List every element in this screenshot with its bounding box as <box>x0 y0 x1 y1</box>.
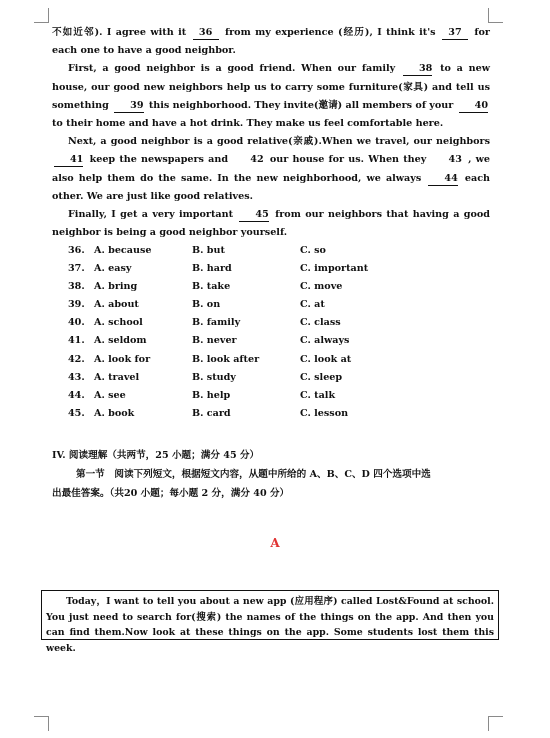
option-c[interactable]: C. class <box>300 317 341 329</box>
text: 不如近邻). I agree with it <box>52 27 187 38</box>
question-number: 39. <box>68 299 85 311</box>
option-row <box>68 405 488 423</box>
option-b[interactable]: B. help <box>192 389 231 401</box>
question-number: 36. <box>68 245 85 256</box>
reading-section <box>52 446 492 503</box>
option-a[interactable]: A. see <box>94 389 126 401</box>
question-number: 40. <box>68 317 85 329</box>
question-number: 41. <box>68 335 85 347</box>
option-a[interactable]: A. travel <box>94 371 140 383</box>
text: to a new house, our good new neighbors help us to carry some furniture(家具) and tell us something <box>52 63 490 111</box>
option-c[interactable]: C. at <box>300 299 325 311</box>
blank-42[interactable]: 42 <box>250 154 264 166</box>
option-b[interactable]: B. card <box>192 407 231 419</box>
option-row <box>68 314 488 332</box>
option-c[interactable]: C. so <box>300 245 326 256</box>
option-a[interactable]: A. look for <box>94 353 151 365</box>
cloze-passage <box>52 24 490 242</box>
text: to their home and have a hot drink. They make us feel comfortable here. <box>52 118 444 130</box>
option-c[interactable]: C. always <box>300 335 350 347</box>
text: First, a good neighbor is a good friend. When our family <box>68 63 396 75</box>
text: from my experience (经历), I think it's <box>224 27 436 38</box>
blank-41[interactable]: 41 <box>54 154 83 167</box>
blank-45[interactable]: 45 <box>239 209 268 222</box>
text: keep the newspapers and <box>89 154 229 166</box>
text: from our neighbors that having a good neighbor is being a good neighbor yourself. <box>52 209 491 239</box>
page-corner-mark-bottom-left <box>34 716 49 731</box>
option-row <box>68 260 488 278</box>
option-b[interactable]: B. study <box>192 371 236 383</box>
option-b[interactable]: B. look after <box>192 353 260 365</box>
option-c[interactable]: C. lesson <box>300 407 349 419</box>
option-b[interactable]: B. take <box>192 281 231 293</box>
question-number: 42. <box>68 353 85 365</box>
option-row <box>68 332 488 350</box>
passage-a-box <box>41 590 499 654</box>
blank-38[interactable]: 38 <box>403 63 432 76</box>
text: for each one to have a good neighbor. <box>52 27 490 57</box>
option-row <box>68 242 488 260</box>
text: Next, a good neighbor is a good relative(亲戚).When we travel, our neighbors <box>68 136 490 148</box>
page-corner-mark-top-right <box>488 8 503 23</box>
option-b[interactable]: B. on <box>192 299 221 311</box>
blank-40[interactable]: 40 <box>459 100 488 113</box>
option-b[interactable]: B. but <box>192 245 225 256</box>
passage-paragraph-3 <box>52 133 490 206</box>
section-instructions-line-1: 第一节 阅读下列短文，根据短文内容，从题中所给的 A、B、C、D 四个选项中选 <box>76 469 431 480</box>
question-number: 44. <box>68 389 85 401</box>
option-b[interactable]: B. never <box>192 335 237 347</box>
question-number: 45. <box>68 407 85 419</box>
option-row <box>68 351 488 369</box>
answer-options <box>68 242 488 423</box>
text: , we also help them do the same. In the new neighborhood, we always <box>52 154 490 184</box>
option-c[interactable]: C. important <box>300 263 369 275</box>
passage-a-title: A <box>270 536 280 550</box>
blank-36[interactable]: 36 <box>193 27 219 40</box>
text: this neighborhood. They invite(邀请) all members of your <box>148 99 454 111</box>
option-b[interactable]: B. hard <box>192 263 232 275</box>
option-a[interactable]: A. easy <box>94 263 132 275</box>
blank-43[interactable]: 43 <box>448 154 462 166</box>
option-row <box>68 387 488 405</box>
text: each other. We are just like good relatives. <box>52 172 491 202</box>
question-number: 38. <box>68 281 85 293</box>
page-corner-mark-top-left <box>34 8 49 23</box>
blank-37[interactable]: 37 <box>442 27 468 40</box>
text: Finally, I get a very important <box>68 209 234 221</box>
option-row <box>68 278 488 296</box>
page-corner-mark-bottom-right <box>488 716 503 731</box>
option-b[interactable]: B. family <box>192 317 241 329</box>
option-c[interactable]: C. move <box>300 281 343 293</box>
question-number: 43. <box>68 371 85 383</box>
option-row <box>68 296 488 314</box>
blank-39[interactable]: 39 <box>114 100 143 113</box>
blank-44[interactable]: 44 <box>428 173 457 186</box>
option-c[interactable]: C. talk <box>300 389 336 401</box>
passage-paragraph-2 <box>52 60 490 133</box>
text: our house for us. When they <box>269 154 427 166</box>
section-instructions-line-2: 出最佳答案。（共20 小题；每小题 2 分，满分 40 分） <box>52 488 290 499</box>
option-a[interactable]: A. school <box>94 317 143 329</box>
option-c[interactable]: C. sleep <box>300 371 343 383</box>
passage-a-text: Today，I want to tell you about a new app (应用程序) called Lost&Found at school. You just need to search for(搜索) the names of the things on the app. And then you can find them.Now look at these things on the app. Some students lost them this week. <box>46 596 494 654</box>
question-number: 37. <box>68 263 85 275</box>
option-c[interactable]: C. look at <box>300 353 352 365</box>
option-row <box>68 369 488 387</box>
section-heading: IV. 阅读理解（共两节，25 小题；满分 45 分） <box>52 450 260 461</box>
option-a[interactable]: A. book <box>94 407 135 419</box>
option-a[interactable]: A. seldom <box>94 335 147 347</box>
option-a[interactable]: A. bring <box>94 281 138 293</box>
option-a[interactable]: A. because <box>94 245 152 256</box>
passage-paragraph-1 <box>52 24 490 60</box>
passage-paragraph-4 <box>52 206 490 242</box>
option-a[interactable]: A. about <box>94 299 139 311</box>
